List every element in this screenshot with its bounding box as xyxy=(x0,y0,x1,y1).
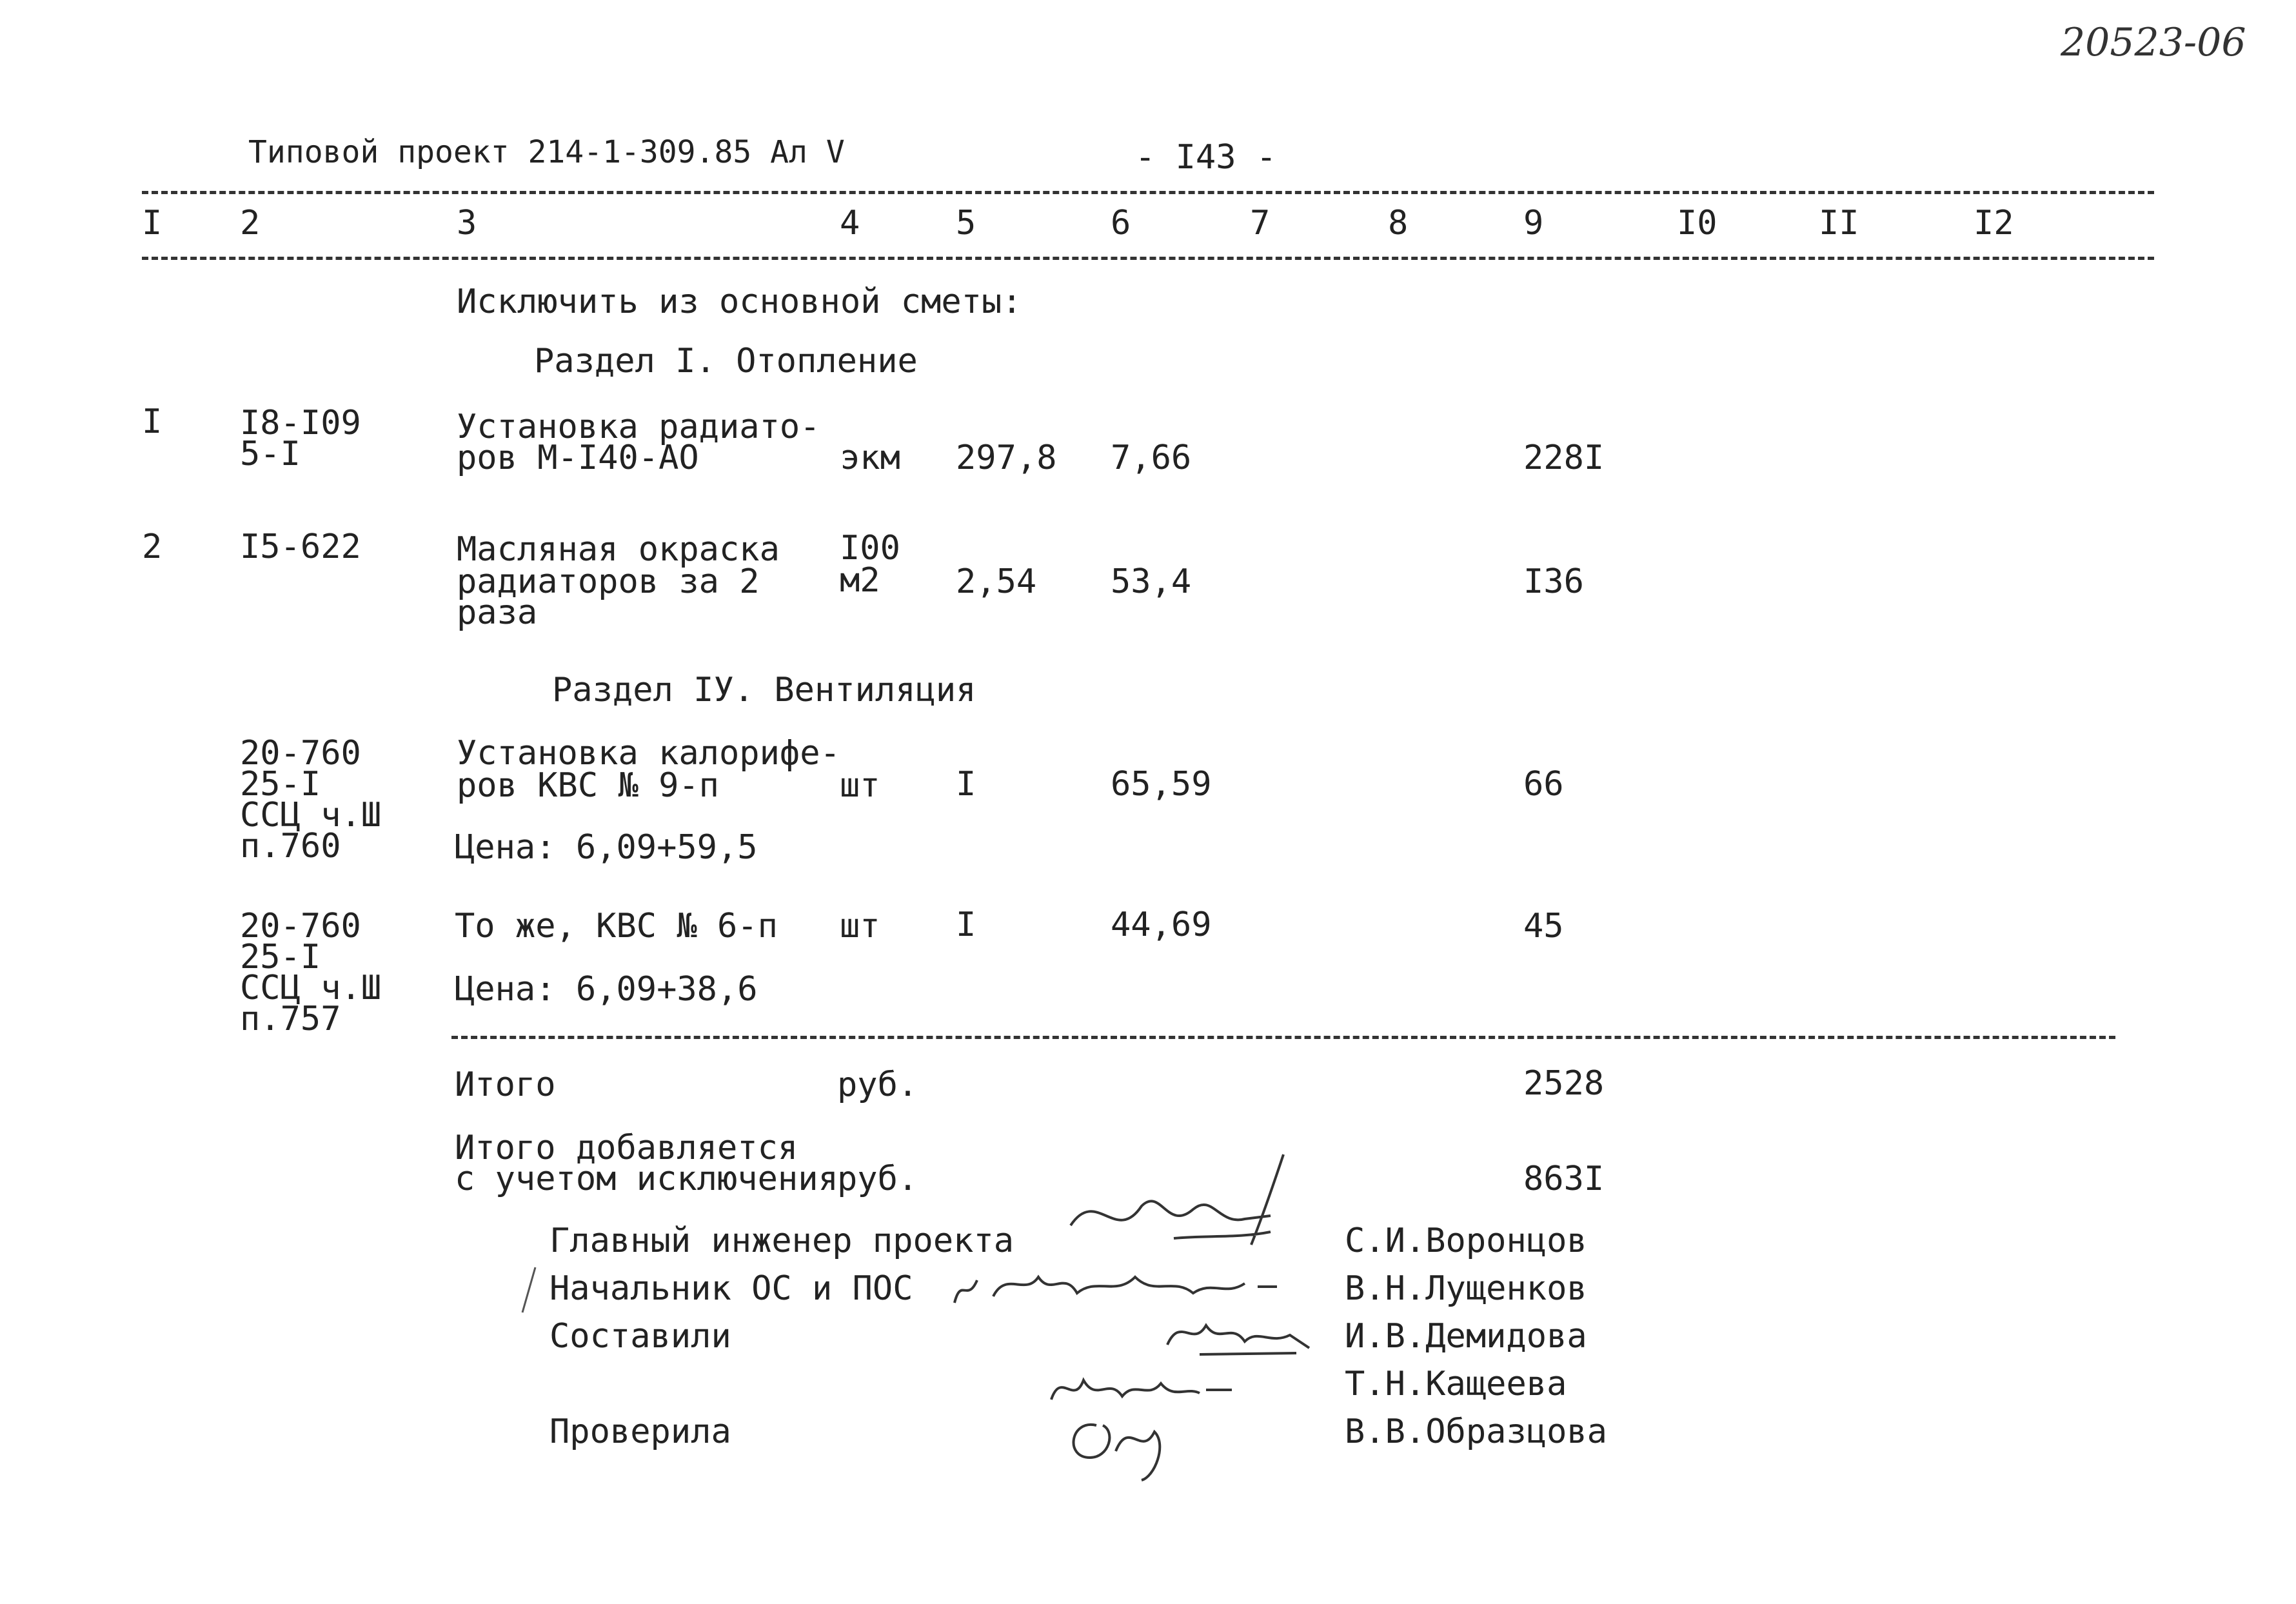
col-header-9: 9 xyxy=(1523,204,1544,243)
row3-unit: шт xyxy=(840,766,880,805)
page-number: - I43 - xyxy=(1135,138,1277,177)
row1-total: 228I xyxy=(1523,439,1605,477)
row1-qty: 297,8 xyxy=(956,439,1057,477)
row4-total: 45 xyxy=(1523,907,1564,946)
compiled-by-role: Составили xyxy=(549,1317,731,1356)
row2-name-line2: радиаторов за 2 xyxy=(457,562,760,601)
row4-code-line4: п.757 xyxy=(240,1000,341,1038)
signature-checker xyxy=(1058,1406,1187,1483)
signature-chief-engineer xyxy=(1058,1148,1303,1264)
row4-price-note: Цена: 6,09+38,6 xyxy=(455,970,758,1009)
header-rule-bottom xyxy=(142,257,2154,260)
chief-engineer-role: Главный инженер проекта xyxy=(549,1222,1014,1260)
row3-price-note: Цена: 6,09+59,5 xyxy=(455,828,758,867)
col-header-2: 2 xyxy=(240,204,261,243)
row3-name-line2: ров КВС № 9-п xyxy=(457,766,719,805)
row1-price: 7,66 xyxy=(1111,439,1192,477)
row1-name-line1: Установка радиато- xyxy=(457,408,820,446)
row3-code-line1: 20-760 xyxy=(240,734,361,773)
department-head-name: В.Н.Лущенков xyxy=(1345,1269,1587,1308)
added-label-line2: с учетом исключения xyxy=(455,1160,838,1198)
row3-code-line4: п.760 xyxy=(240,827,341,866)
project-title: Типовой проект 214-1-309.85 Ал V xyxy=(248,134,845,170)
row4-qty: I xyxy=(956,906,976,944)
itogo-unit: руб. xyxy=(837,1065,918,1104)
row2-unit-line1: I00 xyxy=(840,529,900,568)
col-header-3: 3 xyxy=(457,204,477,243)
section-1-title: Раздел I. Отопление xyxy=(534,342,918,381)
col-header-8: 8 xyxy=(1388,204,1409,243)
pencil-mark xyxy=(516,1264,542,1316)
row1-name-line2: ров М-I40-АО xyxy=(457,439,699,477)
row2-name-line1: Масляная окраска xyxy=(457,530,780,569)
row4-price: 44,69 xyxy=(1111,906,1212,944)
added-value: 863I xyxy=(1523,1160,1605,1198)
row2-total: I36 xyxy=(1523,562,1584,601)
department-head-role: Начальник ОС и ПОС xyxy=(549,1269,913,1308)
compiled-by-name-1: И.В.Демидова xyxy=(1345,1317,1587,1356)
itogo-value: 2528 xyxy=(1523,1064,1605,1103)
row2-num: 2 xyxy=(142,528,163,566)
row3-name-line1: Установка калорифе- xyxy=(457,734,840,773)
row3-code-line3: ССЦ ч.Ш xyxy=(240,796,382,835)
added-unit: руб. xyxy=(837,1160,918,1198)
row2-price: 53,4 xyxy=(1111,562,1192,601)
row2-unit-line2: м2 xyxy=(840,561,880,600)
col-header-10: I0 xyxy=(1677,204,1717,243)
row4-code-line1: 20-760 xyxy=(240,907,361,946)
checked-by-name: В.В.Образцова xyxy=(1345,1412,1607,1451)
exclude-heading: Исключить из основной сметы: xyxy=(457,282,1022,321)
col-header-5: 5 xyxy=(956,204,976,243)
col-header-12: I2 xyxy=(1974,204,2014,243)
col-header-7: 7 xyxy=(1250,204,1271,243)
row1-code-line1: I8-I09 xyxy=(240,404,361,442)
col-header-6: 6 xyxy=(1111,204,1131,243)
col-header-1: I xyxy=(142,204,163,243)
itogo-label: Итого xyxy=(455,1065,556,1104)
signature-compiler-1 xyxy=(1161,1309,1316,1361)
col-header-4: 4 xyxy=(840,204,860,243)
row3-qty: I xyxy=(956,765,976,804)
row3-code-line2: 25-I xyxy=(240,765,321,804)
archive-number: 20523-06 xyxy=(2061,20,2246,65)
row2-code: I5-622 xyxy=(240,528,361,566)
row4-unit: шт xyxy=(840,907,880,946)
row3-price: 65,59 xyxy=(1111,765,1212,804)
row1-code-line2: 5-I xyxy=(240,435,301,473)
row1-num: I xyxy=(142,402,163,441)
totals-rule xyxy=(451,1036,2115,1039)
checked-by-role: Проверила xyxy=(549,1412,731,1451)
row2-qty: 2,54 xyxy=(956,562,1037,601)
row4-name: То же, КВС № 6-п xyxy=(455,907,778,946)
section-4-title: Раздел IУ. Вентиляция xyxy=(552,671,976,709)
signature-department-head xyxy=(948,1258,1283,1316)
row4-code-line2: 25-I xyxy=(240,938,321,976)
col-header-11: II xyxy=(1819,204,1859,243)
added-label-line1: Итого добавляется xyxy=(455,1129,798,1167)
chief-engineer-name: С.И.Воронцов xyxy=(1345,1222,1587,1260)
row1-unit: экм xyxy=(840,439,900,477)
row2-name-line3: раза xyxy=(457,593,538,632)
compiled-by-name-2: Т.Н.Кащеева xyxy=(1345,1365,1567,1403)
header-rule-top xyxy=(142,191,2154,194)
row3-total: 66 xyxy=(1523,765,1564,804)
row4-code-line3: ССЦ ч.Ш xyxy=(240,969,382,1007)
